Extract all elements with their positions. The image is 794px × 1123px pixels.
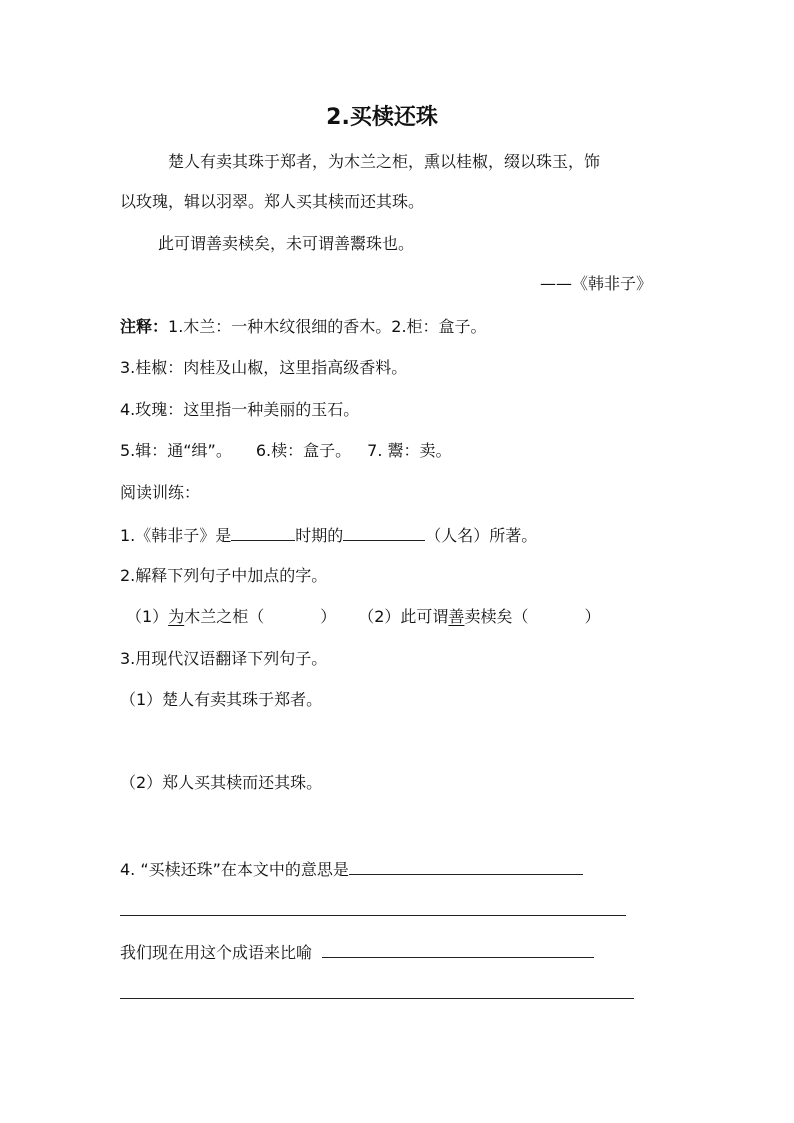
question-4-2 bbox=[120, 941, 594, 963]
note-5: 5.辑：通“缉”。 bbox=[120, 441, 232, 460]
question-4 bbox=[120, 858, 583, 880]
q2-1-prefix: （1） bbox=[126, 607, 169, 626]
q2-2-close: ） bbox=[584, 607, 601, 626]
q2-1-marked-char: 为 bbox=[168, 607, 185, 626]
q4-2-blank[interactable] bbox=[322, 941, 594, 958]
notes-line-1 bbox=[120, 317, 487, 337]
passage-line-3: 此可谓善卖椟矣，未可谓善鬻珠也。 bbox=[158, 234, 415, 253]
q4-2-answer-line[interactable] bbox=[120, 998, 634, 999]
notes-text-1: 1.木兰：一种木纹很细的香木。2.柜：盒子。 bbox=[168, 317, 487, 336]
passage-line-2: 以玫瑰，辑以羽翠。郑人买其椟而还其珠。 bbox=[120, 192, 425, 211]
question-2: 2.解释下列句子中加点的字。 bbox=[120, 566, 328, 585]
notes-line-2: 3.桂椒：肉桂及山椒，这里指高级香料。 bbox=[120, 358, 408, 377]
q4-text: 4. “买椟还珠”在本文中的意思是 bbox=[120, 860, 349, 879]
q4-blank-meaning[interactable] bbox=[349, 858, 583, 875]
q2-2-text: 卖椟矣（ bbox=[464, 607, 529, 626]
q2-1-close: ） bbox=[320, 607, 337, 626]
note-7: 7. 鬻：卖。 bbox=[367, 441, 452, 460]
passage-line-1: 楚人有卖其珠于郑者，为木兰之柜，熏以桂椒，缀以珠玉，饰 bbox=[168, 152, 601, 171]
note-6: 6.椟：盒子。 bbox=[255, 441, 352, 460]
passage-source: ——《韩非子》 bbox=[540, 274, 653, 293]
q1-blank-period[interactable] bbox=[231, 524, 295, 541]
q1-blank-author[interactable] bbox=[343, 524, 425, 541]
question-3-1: （1）楚人有卖其珠于郑者。 bbox=[120, 690, 323, 709]
q1-text-c: （人名）所著。 bbox=[425, 526, 538, 545]
question-2-items bbox=[126, 607, 600, 627]
q4-2-text: 我们现在用这个成语来比喻 bbox=[120, 943, 313, 962]
question-3-2: （2）郑人买其椟而还其珠。 bbox=[120, 773, 323, 792]
question-1 bbox=[120, 524, 537, 546]
notes-line-3: 4.玫瑰：这里指一种美丽的玉石。 bbox=[120, 400, 360, 419]
q2-2-prefix: （2）此可谓 bbox=[358, 607, 449, 626]
q1-text-b: 时期的 bbox=[295, 526, 344, 545]
notes-line-4 bbox=[120, 441, 452, 461]
exercise-heading: 阅读训练： bbox=[120, 483, 201, 502]
q4-answer-line[interactable] bbox=[120, 915, 626, 916]
notes-label: 注释： bbox=[120, 317, 169, 336]
q2-2-marked-char: 善 bbox=[448, 607, 465, 626]
q2-1-text: 木兰之柜（ bbox=[184, 607, 265, 626]
q1-text-a: 1.《韩非子》是 bbox=[120, 526, 232, 545]
question-3: 3.用现代汉语翻译下列句子。 bbox=[120, 649, 328, 668]
page-title: 2.买椟还珠 bbox=[326, 105, 438, 130]
